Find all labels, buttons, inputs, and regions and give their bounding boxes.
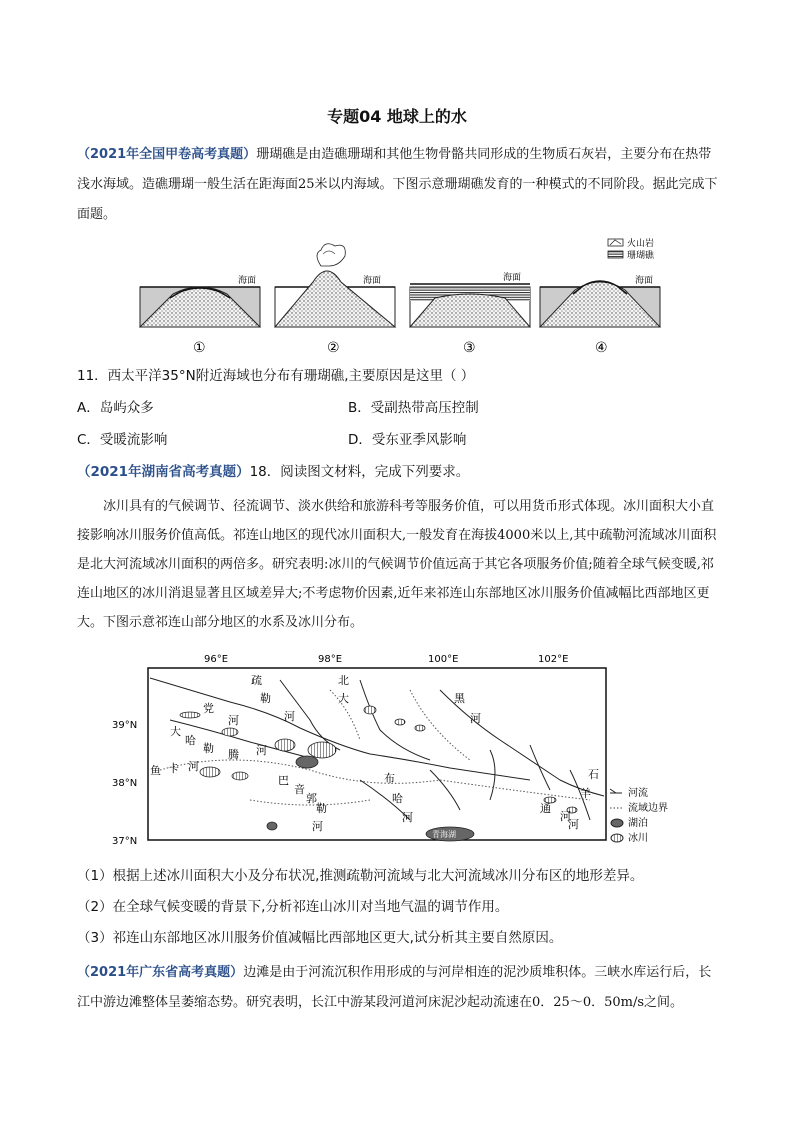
svg-text:河: 河 [256,744,267,757]
stage-4-panel [540,274,660,356]
svg-text:海面: 海面 [503,273,522,283]
svg-text:39°N: 39°N [112,720,138,731]
figure-legend [608,237,655,261]
svg-text:腾: 腾 [228,748,239,761]
svg-text:河流: 河流 [628,788,648,799]
svg-text:勒: 勒 [203,742,214,755]
map-frame [148,668,606,840]
svg-text:黑: 黑 [454,692,465,705]
svg-text:37°N: 37°N [112,836,138,847]
svg-text:96°E: 96°E [204,654,229,665]
svg-text:通: 通 [540,802,551,815]
stage-2-panel [275,244,395,356]
svg-text:音: 音 [294,783,305,796]
q18-header: （2021年湖南省高考真题）18．阅读图文材料，完成下列要求。 [77,464,470,480]
svg-text:河: 河 [568,818,579,831]
coral-reef-figure [135,232,665,357]
legend-coral: 珊瑚礁 [627,251,655,261]
svg-text:海面: 海面 [635,276,654,286]
svg-text:河: 河 [284,710,295,723]
svg-text:鱼: 鱼 [150,764,161,777]
q-next: （2021年广东省高考真题）边滩是由于河流沉积作用形成的与河岸相连的泥沙质堆积体。三峡水库运行后，长江中游边滩整体呈萎缩态势。研究表明，长江中游某段河道河床泥沙起动流速在0．25～0．50m/s之间。 [77,965,712,1010]
qilian-map [110,650,680,850]
q11-intro: （2021年全国甲卷高考真题）珊瑚礁是由造礁珊瑚和其他生物骨骼共同形成的生物质石灰岩，主要分布在热带浅水海域。造礁珊瑚一般生活在距海面25米以内海域。下图示意珊瑚礁发育的一种模式的不同阶段。据此完成下面题。 [77,147,718,222]
stage-1-panel [140,274,260,356]
q-next-source: （2021年广东省高考真题） [77,965,244,980]
svg-text:勒: 勒 [260,692,271,705]
svg-text:38°N: 38°N [112,778,138,789]
svg-text:河: 河 [470,712,481,725]
stage-label: ③ [463,340,476,356]
lake-label: 青海湖 [432,830,456,839]
option-d[interactable]: D．受东亚季风影响 [348,432,467,448]
svg-text:河: 河 [402,811,413,824]
q18-sub1: （1）根据上述冰川面积大小及分布状况,推测疏勒河流域与北大河流域冰川分布区的地形差异。 [77,868,644,884]
svg-text:河: 河 [560,810,571,823]
svg-text:海面: 海面 [238,276,257,286]
page-title: 专题04 地球上的水 [327,107,467,126]
svg-text:疏: 疏 [251,674,262,687]
svg-text:100°E: 100°E [428,654,459,665]
svg-text:湖泊: 湖泊 [628,818,648,829]
svg-text:石: 石 [588,768,599,781]
q18-source: （2021年湖南省高考真题） [77,464,250,480]
svg-text:102°E: 102°E [538,654,569,665]
svg-text:勒: 勒 [316,802,327,815]
option-c[interactable]: C．受暖流影响 [77,432,168,448]
option-a[interactable]: A．岛屿众多 [77,400,154,416]
q18-sub3: （3）祁连山东部地区冰川服务价值减幅比西部地区更大,试分析其主要自然原因。 [77,930,563,946]
q18-material: 冰川具有的气候调节、径流调节、淡水供给和旅游科考等服务价值，可以用货币形式体现。冰川面积大小直接影响冰川服务价值高低。祁连山地区的现代冰川面积大,一般发育在海拔4000米以上,其中疏勒河流域冰川面积是北大河流域冰川面积的两倍多。研究表明:冰川的气候调节价值远高于其它各项服务价值;随着全球气候变暖,祁连山地区的冰川消退显著且区域差异大;不考虑物价因素,近年来祁连山东部地区冰川服务价值减幅比西部地区更大。下图示意祁连山部分地区的水系及冰川分布。 [77,499,717,630]
svg-text:卡: 卡 [168,762,179,775]
svg-text:流域边界: 流域边界 [628,803,668,814]
option-b[interactable]: B．受副热带高压控制 [348,400,479,416]
stage-label: ④ [595,340,608,356]
svg-text:海面: 海面 [363,276,382,286]
legend-volcanic: 火山岩 [627,239,655,249]
svg-text:河: 河 [188,760,199,773]
svg-text:哈: 哈 [392,792,403,805]
svg-text:巴: 巴 [278,774,289,787]
svg-text:郭: 郭 [306,792,317,805]
q11-source: （2021年全国甲卷高考真题） [77,147,257,162]
stage-label: ① [193,340,206,356]
svg-text:大: 大 [338,692,349,705]
svg-text:冰川: 冰川 [628,833,648,844]
svg-text:大: 大 [170,725,181,738]
map-legend [610,786,668,844]
svg-text:北: 北 [338,674,349,687]
svg-text:布: 布 [384,772,395,785]
stage-3-panel [410,271,530,356]
svg-text:羊: 羊 [580,787,591,800]
svg-text:哈: 哈 [185,734,196,747]
svg-text:98°E: 98°E [318,654,343,665]
svg-text:河: 河 [312,820,323,833]
q11-question: 11．西太平洋35°N附近海域也分布有珊瑚礁,主要原因是这里（ ） [77,368,475,384]
stage-label: ② [327,340,340,356]
svg-text:河: 河 [228,714,239,727]
q18-sub2: （2）在全球气候变暖的背景下,分析祁连山冰川对当地气温的调节作用。 [77,899,509,915]
svg-text:党: 党 [203,702,214,715]
